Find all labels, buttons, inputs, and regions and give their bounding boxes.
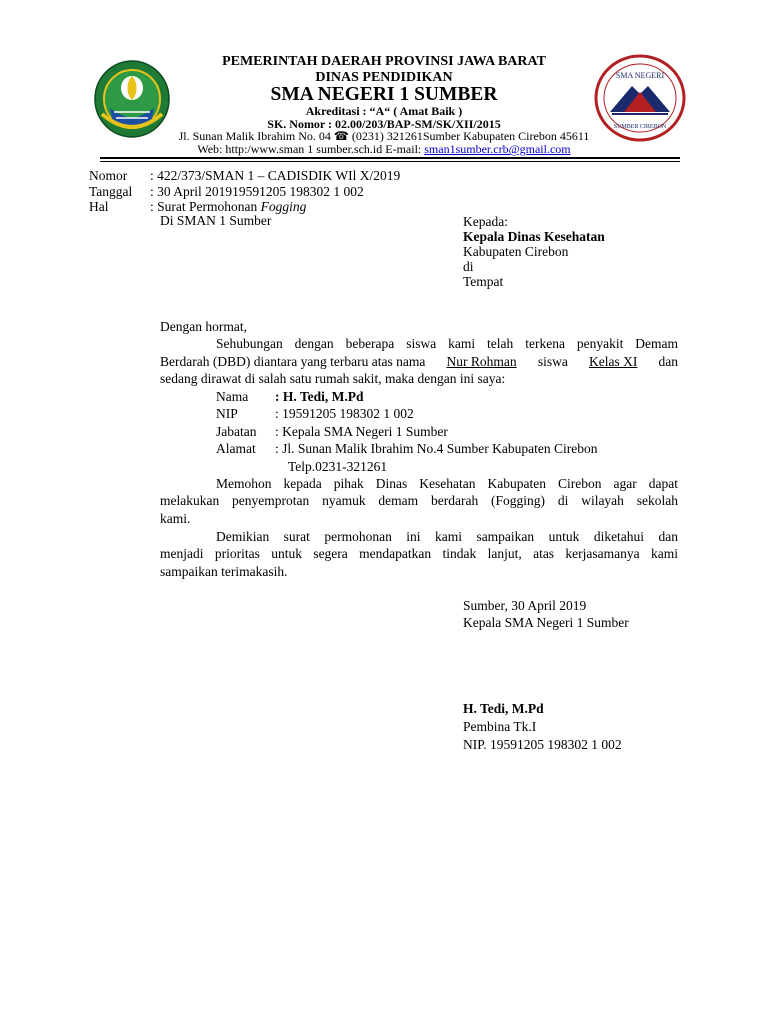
p1-l2-a: Berdarah (DBD) diantara yang terbaru atas nama — [160, 354, 426, 369]
letterhead-accreditation: Akreditasi : “A“ ( Amat Baik ) — [305, 104, 463, 118]
tanggal-value: : 30 April 201919591205 198302 1 002 — [150, 184, 364, 199]
hal-text: : Surat Permohonan — [150, 199, 261, 214]
paragraph-2-line-2: melakukan penyemprotan nyamuk demam berdarah (Fogging) di wilayah sekolah — [160, 493, 678, 508]
paragraph-3-line-3: sampaikan terimakasih. — [160, 564, 288, 579]
signer-rank: Pembina Tk.I — [463, 719, 537, 734]
field-jabatan-label: Jabatan — [216, 424, 257, 439]
hal-italic: Fogging — [260, 199, 307, 214]
hal-line2: Di SMAN 1 Sumber — [160, 213, 272, 228]
letterhead-government: PEMERINTAH DAERAH PROVINSI JAWA BARAT — [222, 54, 546, 69]
letterhead-address: Jl. Sunan Malik Ibrahim No. 04 ☎ (0231) 321261Sumber Kabupaten Cirebon 45611 — [178, 129, 590, 143]
field-nama-value: : H. Tedi, M.Pd — [275, 389, 364, 404]
hal-label: Hal — [89, 199, 109, 214]
letterhead-sk-number: SK. Nomor : 02.00/203/BAP-SM/SK/XII/2015 — [267, 117, 501, 131]
signer-position: Kepala SMA Negeri 1 Sumber — [463, 615, 629, 630]
field-alamat-label: Alamat — [216, 441, 256, 456]
p1-l2-b: siswa — [537, 354, 568, 369]
student-class: Kelas XI — [588, 354, 638, 369]
web-label: Web: http:/www.sman 1 sumber.sch.id E-mail: — [197, 142, 425, 156]
nomor-value: : 422/373/SMAN 1 – CADISDIK WIl X/2019 — [150, 168, 401, 183]
paragraph-3-line-2: menjadi prioritas untuk segera mendapatkan tindak lanjut, atas kerjasamanya kami — [160, 546, 678, 561]
header-divider-thin — [100, 161, 680, 162]
recipient-name: Kepala Dinas Kesehatan — [463, 229, 605, 244]
header-divider-thick — [100, 157, 680, 159]
letterhead-web — [0, 142, 768, 157]
letterhead-department: DINAS PENDIDIKAN — [315, 70, 453, 85]
field-alamat-value: : Jl. Sunan Malik Ibrahim No.4 Sumber Kabupaten Cirebon — [275, 441, 598, 456]
emblem-bottom-text: SUMBER CIREBON — [613, 124, 667, 130]
recipient-tempat: Tempat — [463, 274, 504, 289]
email-link[interactable]: sman1sumber.crb@gmail.com — [424, 142, 571, 156]
recipient-regency: Kabupaten Cirebon — [463, 244, 569, 259]
tanggal-label: Tanggal — [89, 184, 133, 199]
field-nip-value: : 19591205 198302 1 002 — [275, 406, 414, 421]
student-name: Nur Rohman — [446, 354, 517, 369]
p1-l2-c: dan — [658, 354, 678, 369]
field-jabatan-value: : Kepala SMA Negeri 1 Sumber — [275, 424, 448, 439]
paragraph-1-line-1: Sehubungan dengan beberapa siswa kami telah terkena penyakit Demam — [216, 336, 678, 351]
paragraph-1-line-2 — [160, 354, 678, 370]
paragraph-1-line-3: sedang dirawat di salah satu rumah sakit, maka dengan ini saya: — [160, 371, 506, 386]
place-date: Sumber, 30 April 2019 — [463, 598, 587, 613]
field-nama-label: Nama — [216, 389, 249, 404]
paragraph-3-line-1: Demikian surat permohonan ini kami sampaikan untuk diketahui dan — [216, 529, 678, 544]
signer-name: H. Tedi, M.Pd — [463, 701, 544, 716]
emblem-top-text: SMA NEGERI — [615, 71, 665, 80]
recipient-di: di — [463, 259, 474, 274]
letterhead-school-name: SMA NEGERI 1 SUMBER — [270, 84, 498, 105]
paragraph-2-line-3: kami. — [160, 511, 191, 526]
nomor-label: Nomor — [89, 168, 128, 183]
greeting: Dengan hormat, — [160, 319, 247, 334]
telp-line: Telp.0231-321261 — [288, 459, 388, 474]
recipient-kepada: Kepada: — [463, 214, 508, 229]
field-nip-label: NIP — [216, 406, 238, 421]
paragraph-2-line-1: Memohon kepada pihak Dinas Kesehatan Kabupaten Cirebon agar dapat — [216, 476, 678, 491]
signer-nip: NIP. 19591205 198302 1 002 — [463, 737, 622, 752]
